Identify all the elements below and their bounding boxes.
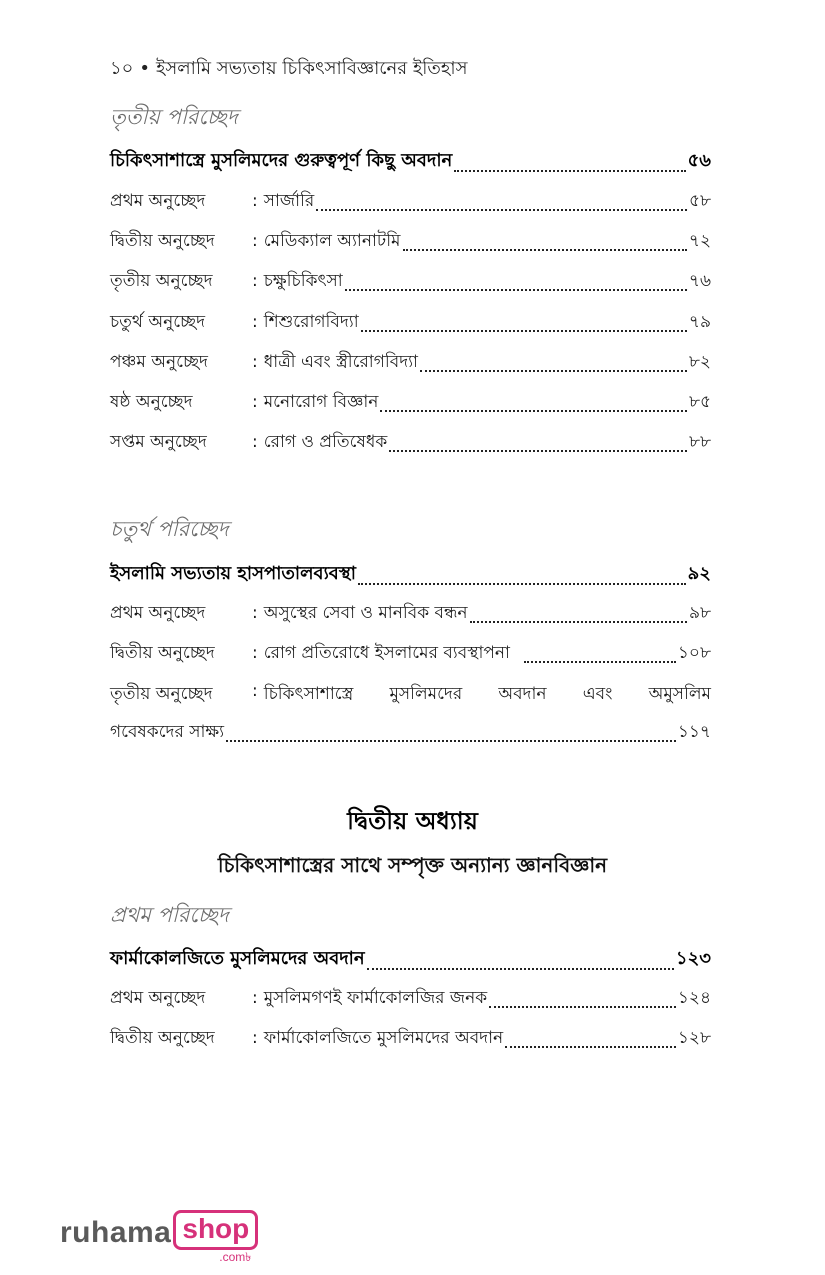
entry-colon: : [252, 231, 258, 251]
dot-leader [403, 248, 687, 251]
section-label-part4: চতুর্থ পরিচ্ছেদ [110, 517, 229, 541]
dot-leader [505, 1045, 676, 1048]
entry-colon: : [252, 191, 258, 211]
entry-colon: : [252, 271, 258, 291]
entry-page: ১২৮ [677, 1028, 711, 1048]
toc-entry [110, 389, 711, 417]
dot-leader [367, 967, 674, 970]
dot-leader [361, 329, 687, 332]
entry-title: মুসলিমগণই ফার্মাকোলজির জনক [263, 988, 488, 1008]
entry-page: ৮২ [688, 352, 711, 372]
entry-title: ফার্মাকোলজিতে মুসলিমদের অবদান [110, 948, 365, 969]
entry-subsection: চতুর্থ অনুচ্ছেদ [110, 312, 206, 332]
entry-page: ৯২ [687, 563, 711, 584]
chapter-heading: দ্বিতীয় অধ্যায় [347, 807, 478, 835]
entry-page: ৫৮ [688, 191, 711, 211]
entry-title: ইসলামি সভ্যতায় হাসপাতালব্যবস্থা [110, 563, 356, 584]
entry-page: ১২৩ [675, 948, 711, 969]
entry-colon: : [252, 312, 258, 332]
page-number: ১০ [110, 58, 134, 79]
entry-title: চিকিৎসাশাস্ত্রে মুসলিমদের গুরুত্বপূর্ণ কিছু অবদান [110, 150, 453, 171]
entry-page: ৮৫ [688, 392, 711, 412]
entry-page: ১২৪ [677, 988, 711, 1008]
entry-subsection: দ্বিতীয় অনুচ্ছেদ [110, 643, 215, 663]
dot-leader [389, 449, 687, 452]
entry-title: চক্ষুচিকিৎসা [263, 271, 343, 291]
entry-page: ৯৮ [688, 603, 711, 623]
toc-entry [110, 985, 711, 1013]
entry-title: রোগ ও প্রতিষেধক [263, 432, 388, 452]
dot-leader [316, 208, 687, 211]
entry-title: গবেষকদের সাক্ষ্য [110, 722, 225, 742]
logo-shop-box [173, 1210, 258, 1264]
entry-subsection: প্রথম অনুচ্ছেদ [110, 988, 206, 1008]
entry-subsection: পঞ্চম অনুচ্ছেদ [110, 352, 208, 372]
entry-title: সার্জারি [263, 191, 315, 211]
dot-leader [420, 369, 687, 372]
dot-leader [345, 288, 687, 291]
entry-subsection: প্রথম অনুচ্ছেদ [110, 603, 206, 623]
entry-subsection: প্রথম অনুচ্ছেদ [110, 191, 206, 211]
toc-entry [110, 349, 711, 377]
toc-entry [110, 268, 711, 296]
entry-title: রোগ প্রতিরোধে ইসলামের ব্যবস্থাপনা [263, 643, 510, 663]
toc-entry [110, 188, 711, 216]
logo-text-com: .com৳ [219, 1250, 252, 1264]
dot-leader [358, 582, 686, 585]
toc-main-entry [110, 146, 711, 177]
entry-word: অবদান [498, 684, 547, 704]
entry-page: ৭৬ [688, 271, 711, 291]
dot-leader [226, 739, 676, 742]
header-bullet: • [139, 58, 151, 79]
section-label-part1: প্রথম পরিচ্ছেদ [110, 903, 229, 927]
ruhamashop-logo [60, 1210, 258, 1264]
toc-entry [110, 1025, 711, 1053]
entry-colon: : [252, 603, 258, 623]
entry-colon: : [252, 988, 258, 1008]
toc-entry [110, 429, 711, 457]
entry-colon: : [252, 392, 258, 412]
entry-title: ধাত্রী এবং স্ত্রীরোগবিদ্যা [263, 352, 418, 372]
entry-title: মনোরোগ বিজ্ঞান [263, 392, 379, 412]
running-head [110, 54, 467, 85]
toc-entry [110, 600, 711, 628]
entry-colon: : [252, 681, 258, 701]
entry-word: মুসলিমদের [389, 684, 463, 704]
logo-text-shop: shop [182, 1213, 250, 1244]
toc-main-entry [110, 944, 711, 975]
entry-title: ফার্মাকোলজিতে মুসলিমদের অবদান [263, 1028, 504, 1048]
section-label-part3: তৃতীয় পরিচ্ছেদ [110, 105, 238, 129]
entry-subsection: দ্বিতীয় অনুচ্ছেদ [110, 1028, 215, 1048]
entry-title: মেডিক্যাল অ্যানাটমি [263, 231, 401, 251]
entry-subsection: দ্বিতীয় অনুচ্ছেদ [110, 231, 215, 251]
chapter-subheading: চিকিৎসাশাস্ত্রের সাথে সম্পৃক্ত অন্যান্য জ্ঞানবিজ্ঞান [217, 853, 608, 877]
dot-leader [380, 409, 687, 412]
entry-subsection: তৃতীয় অনুচ্ছেদ [110, 271, 213, 291]
entry-word: অমুসলিম [648, 684, 711, 704]
dot-leader [470, 620, 687, 623]
book-title: ইসলামি সভ্যতায় চিকিৎসাবিজ্ঞানের ইতিহাস [156, 58, 468, 79]
entry-page: ৮৮ [688, 432, 711, 452]
entry-word: চিকিৎসাশাস্ত্রে [263, 684, 354, 704]
entry-subsection: ষষ্ঠ অনুচ্ছেদ [110, 392, 193, 412]
entry-title: শিশুরোগবিদ্যা [263, 312, 359, 332]
entry-page: ৭২ [688, 231, 711, 251]
entry-lead [110, 681, 353, 709]
toc-entry [110, 228, 711, 256]
entry-subsection: সপ্তম অনুচ্ছেদ [110, 432, 207, 452]
dot-leader [524, 660, 676, 663]
entry-page: ৭৯ [688, 312, 711, 332]
entry-page: ১১৭ [677, 722, 711, 742]
entry-page: ৫৬ [687, 150, 711, 171]
toc-entry-wrapped-line1 [110, 681, 711, 709]
toc-main-entry [110, 559, 711, 590]
toc-entry [110, 640, 711, 668]
toc-entry-wrapped-line2 [110, 719, 711, 747]
entry-page: ১০৮ [677, 643, 711, 663]
dot-leader [489, 1005, 676, 1008]
entry-colon: : [252, 432, 258, 452]
dot-leader [454, 169, 685, 172]
logo-text-ruhama: ruhama [60, 1216, 172, 1249]
entry-colon: : [252, 352, 258, 372]
entry-colon: : [252, 1028, 258, 1048]
toc-entry [110, 309, 711, 337]
entry-title: অসুস্থের সেবা ও মানবিক বন্ধন [263, 603, 468, 623]
entry-subsection: তৃতীয় অনুচ্ছেদ [110, 684, 213, 704]
entry-word: এবং [582, 684, 613, 704]
entry-colon: : [252, 643, 258, 663]
